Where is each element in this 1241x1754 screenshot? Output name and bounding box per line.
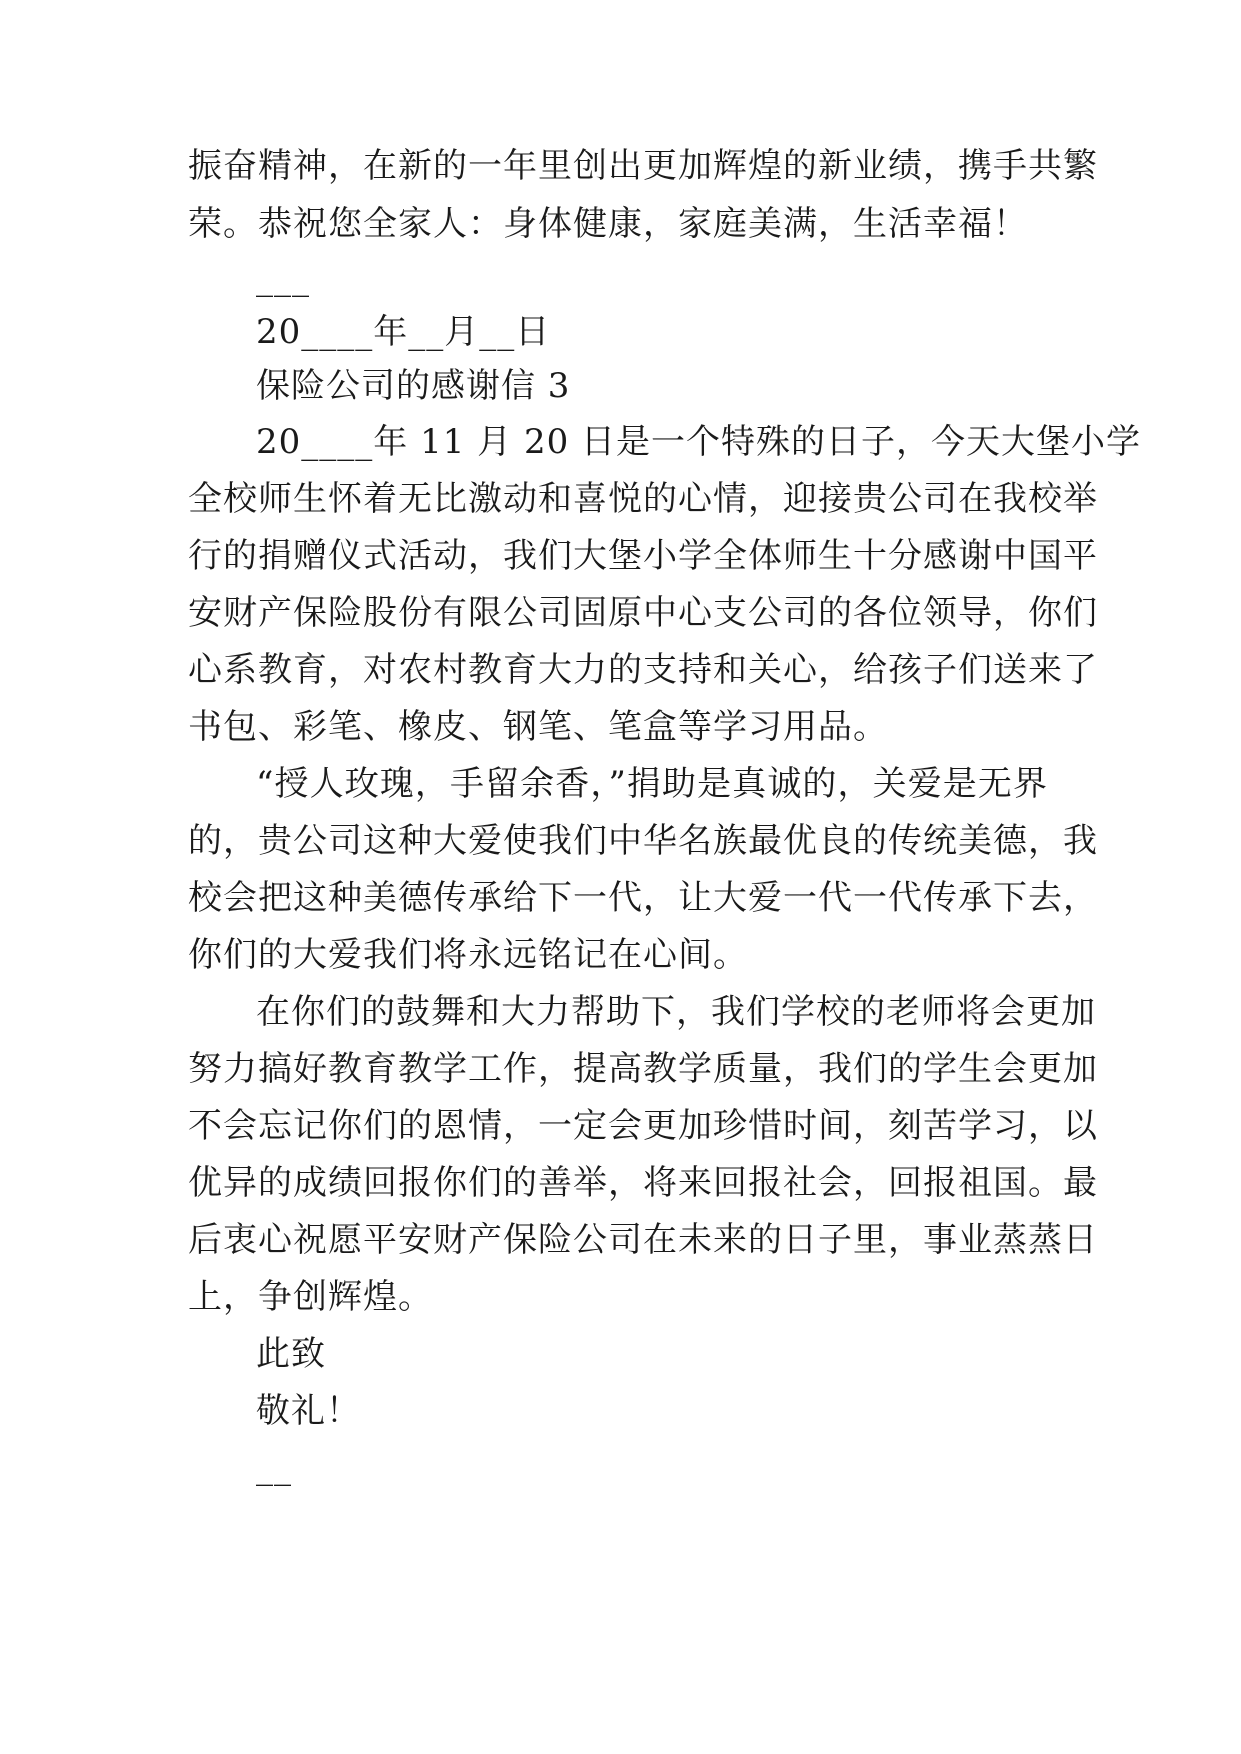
body-line: 你们的大爱我们将永远铭记在心间。 xyxy=(188,935,748,975)
body-line: 荣。恭祝您全家人：身体健康，家庭美满，生活幸福！ xyxy=(188,204,1028,244)
body-line: 努力搞好教育教学工作，提高教学质量，我们的学生会更加 xyxy=(188,1049,1098,1089)
body-line: 优异的成绩回报你们的善举，将来回报社会，回报祖国。最 xyxy=(188,1163,1098,1203)
closing-regards: 敬礼！ xyxy=(256,1391,361,1431)
body-line: 20____年 11 月 20 日是一个特殊的日子，今天大堡小学 xyxy=(256,422,1142,462)
body-line: 行的捐赠仪式活动，我们大堡小学全体师生十分感谢中国平 xyxy=(188,536,1098,576)
body-line: 在你们的鼓舞和大力帮助下，我们学校的老师将会更加 xyxy=(256,992,1096,1032)
body-line: 振奋精神，在新的一年里创出更加辉煌的新业绩，携手共繁 xyxy=(188,146,1098,186)
body-line: 全校师生怀着无比激动和喜悦的心情，迎接贵公司在我校举 xyxy=(188,479,1098,519)
body-line: 心系教育，对农村教育大力的支持和关心，给孩子们送来了 xyxy=(188,650,1098,690)
body-line: 上，争创辉煌。 xyxy=(188,1277,433,1317)
signature-blank: __ xyxy=(256,1447,292,1487)
section-title: 保险公司的感谢信 3 xyxy=(256,366,571,406)
body-line: 书包、彩笔、橡皮、钢笔、笔盒等学习用品。 xyxy=(188,707,888,747)
closing-salutation: 此致 xyxy=(256,1334,326,1374)
body-line: 后衷心祝愿平安财产保险公司在未来的日子里，事业蒸蒸日 xyxy=(188,1220,1098,1260)
signature-blank: ___ xyxy=(256,258,310,298)
body-line: 的，贵公司这种大爱使我们中华名族最优良的传统美德，我 xyxy=(188,821,1098,861)
body-line: 安财产保险股份有限公司固原中心支公司的各位领导，你们 xyxy=(188,593,1098,633)
body-line: 校会把这种美德传承给下一代，让大爱一代一代传承下去， xyxy=(188,878,1098,918)
body-line: “授人玫瑰，手留余香，”捐助是真诚的，关爱是无界 xyxy=(256,764,1048,804)
body-line: 不会忘记你们的恩情，一定会更加珍惜时间，刻苦学习，以 xyxy=(188,1106,1098,1146)
date-line: 20____年__月__日 xyxy=(256,312,551,352)
